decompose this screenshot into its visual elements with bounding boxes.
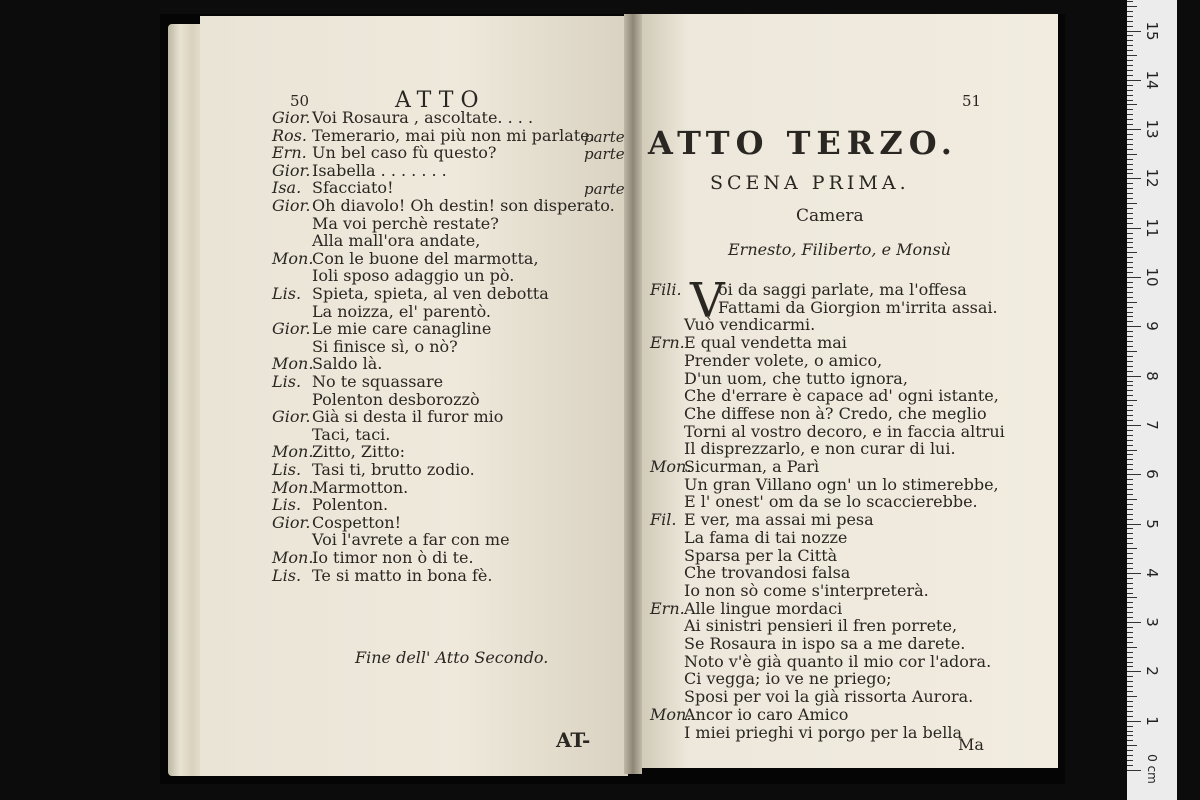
ruler-tick — [1127, 469, 1133, 470]
verse-line: Ioli sposo adaggio un pò. — [312, 266, 515, 286]
ruler-tick — [1127, 538, 1133, 539]
ruler-tick — [1127, 430, 1133, 431]
right-page-number: 51 — [962, 92, 982, 110]
end-of-act-note: Fine dell' Atto Secondo. — [355, 648, 549, 667]
verse-line: Temerario, mai più non mi parlate. — [312, 125, 595, 145]
stage-direction: parte — [584, 145, 625, 164]
ruler-tick — [1127, 760, 1133, 761]
ruler-tick — [1127, 528, 1133, 529]
verse-line: Ci vegga; io ve ne priego; — [684, 669, 892, 689]
ruler-tick — [1127, 691, 1133, 692]
ruler-tick — [1127, 701, 1133, 702]
ruler-number: 3 — [1143, 617, 1161, 627]
ruler-tick — [1127, 26, 1133, 27]
ruler-tick — [1127, 593, 1133, 594]
verse-line: E ver, ma assai mi pesa — [684, 510, 874, 530]
verse-line: E l' onest' om da se lo scaccierebbe. — [684, 492, 978, 512]
ruler-number: 2 — [1143, 666, 1161, 677]
stage-direction: parte — [584, 127, 625, 146]
ruler-tick — [1127, 415, 1133, 416]
ruler-tick — [1127, 203, 1137, 204]
verse-line: Se Rosaura in ispo sa a me darete. — [684, 634, 966, 653]
ruler-tick — [1127, 169, 1133, 170]
ruler-tick — [1127, 238, 1133, 239]
ruler-tick — [1127, 558, 1133, 559]
ruler-tick — [1127, 597, 1137, 598]
ruler-tick — [1127, 489, 1133, 490]
left-catchword: AT- — [556, 728, 591, 752]
ruler-tick — [1127, 484, 1133, 485]
ruler-tick — [1127, 228, 1141, 229]
ruler-tick — [1127, 351, 1137, 352]
speaker-label: Gior. — [272, 196, 311, 215]
verse-line: Che d'errare è capace ad' ogni istante, — [684, 386, 999, 406]
ruler-tick — [1127, 420, 1133, 421]
ruler-tick — [1127, 657, 1133, 658]
ruler-tick — [1127, 385, 1133, 386]
speaker-label: Lis. — [272, 372, 302, 391]
ruler-tick — [1127, 395, 1133, 396]
ruler-tick — [1127, 341, 1133, 342]
left-running-head: ATTO — [395, 88, 486, 113]
ruler-tick — [1127, 454, 1133, 455]
ruler-tick — [1127, 144, 1133, 145]
ruler-tick — [1127, 316, 1133, 317]
ruler-tick — [1127, 31, 1141, 32]
ruler-tick — [1127, 671, 1141, 672]
ruler-tick — [1127, 154, 1137, 155]
ruler-tick — [1127, 267, 1133, 268]
ruler-tick — [1127, 183, 1133, 184]
ruler-tick — [1127, 252, 1137, 253]
ruler-tick — [1127, 139, 1133, 140]
ruler-tick — [1127, 588, 1133, 589]
ruler-tick — [1127, 124, 1133, 125]
ruler-tick — [1127, 95, 1133, 96]
ruler-tick — [1127, 134, 1133, 135]
verse-line: Polenton desborozzò — [312, 389, 480, 409]
ruler-tick — [1127, 440, 1133, 441]
verse-line: Un gran Villano ogn' un lo stimerebbe, — [684, 474, 999, 494]
speaker-label: Gior. — [272, 108, 311, 127]
ruler-tick — [1127, 114, 1133, 115]
ruler-tick — [1127, 223, 1133, 224]
ruler-tick — [1127, 637, 1133, 638]
ruler-number: 12 — [1143, 168, 1161, 188]
ruler-tick — [1127, 188, 1133, 189]
ruler-tick — [1127, 90, 1133, 91]
ruler-tick — [1127, 331, 1133, 332]
speaker-label: Gior. — [272, 160, 311, 180]
ruler-tick — [1127, 666, 1133, 667]
verse-line: Tasi ti, brutto zodio. — [312, 460, 475, 479]
verse-line: Fattami da Giorgion m'irrita assai. — [718, 297, 998, 317]
ruler-tick — [1127, 376, 1141, 377]
ruler-tick — [1127, 494, 1133, 495]
ruler-number: 4 — [1143, 568, 1161, 578]
ruler-tick — [1127, 681, 1133, 682]
ruler-tick — [1127, 563, 1133, 564]
ruler-tick — [1127, 242, 1133, 243]
ruler-tick — [1127, 390, 1133, 391]
verse-line: Alla mall'ora andate, — [312, 231, 481, 251]
verse-line: Sfacciato! — [312, 178, 394, 198]
verse-line: Noto v'è già quanto il mio cor l'adora. — [684, 651, 992, 671]
ruler-tick — [1127, 257, 1133, 258]
ruler-tick — [1127, 381, 1133, 382]
ruler-tick — [1127, 612, 1133, 613]
speaker-label: Ern. — [272, 143, 307, 163]
ruler-tick — [1127, 474, 1141, 475]
stage-direction: parte — [584, 180, 625, 199]
speaker-label: Mon. — [272, 548, 314, 567]
ruler-tick — [1127, 233, 1133, 234]
speaker-label: Isa. — [272, 178, 302, 198]
ruler-tick — [1127, 464, 1133, 465]
ruler-tick — [1127, 745, 1137, 746]
ruler-number: 13 — [1143, 119, 1161, 139]
ruler-tick — [1127, 435, 1133, 436]
ruler-tick — [1127, 159, 1133, 160]
ruler-tick — [1127, 109, 1133, 110]
ruler-tick — [1127, 721, 1141, 722]
ruler-tick — [1127, 307, 1133, 308]
verse-line: Taci, taci. — [312, 424, 391, 444]
ruler-tick — [1127, 548, 1137, 549]
ruler-tick — [1127, 450, 1137, 451]
ruler-tick — [1127, 543, 1133, 544]
ruler-tick — [1127, 400, 1137, 401]
ruler-tick — [1127, 50, 1133, 51]
ruler-tick — [1127, 711, 1133, 712]
ruler-tick — [1127, 647, 1137, 648]
ruler-tick — [1127, 652, 1133, 653]
verse-line: oi da saggi parlate, ma l'offesa — [718, 280, 967, 299]
act-title: ATTO TERZO. — [648, 124, 958, 162]
drop-cap: V — [690, 273, 725, 329]
speaker-label: Gior. — [272, 319, 311, 339]
ruler-number: 6 — [1143, 469, 1161, 479]
ruler-tick — [1127, 277, 1141, 278]
ruler-tick — [1127, 129, 1141, 130]
ruler-tick — [1127, 326, 1141, 327]
ruler-tick — [1127, 617, 1133, 618]
verse-line: E qual vendetta mai — [684, 333, 847, 353]
speaker-label: Lis. — [272, 495, 302, 515]
verse-line: Sposi per voi la già rissorta Aurora. — [684, 687, 974, 707]
scene-setting: Camera — [796, 206, 864, 226]
ruler-tick — [1127, 731, 1133, 732]
ruler-tick — [1127, 45, 1133, 46]
verse-line: Spieta, spieta, al ven debotta — [312, 284, 549, 303]
ruler-tick — [1127, 509, 1133, 510]
ruler-tick — [1127, 149, 1133, 150]
verse-line: Con le buone del marmotta, — [312, 248, 539, 268]
ruler-tick — [1127, 21, 1133, 22]
ruler-tick — [1127, 336, 1133, 337]
ruler-tick — [1127, 272, 1133, 273]
speaker-label: Fili. — [650, 280, 682, 299]
ruler-tick — [1127, 740, 1133, 741]
ruler-tick — [1127, 361, 1133, 362]
ruler-tick — [1127, 292, 1133, 293]
ruler-tick — [1127, 750, 1133, 751]
verse-line: Cospetton! — [312, 512, 402, 532]
ruler-number: 0 cm — [1145, 754, 1159, 784]
verse-line: Isabella . . . . . . . — [312, 160, 447, 180]
ruler-tick — [1127, 80, 1141, 81]
ruler-number: 1 — [1143, 715, 1161, 726]
ruler-tick — [1127, 765, 1133, 766]
verse-line: Si finisce sì, o nò? — [312, 336, 458, 356]
speaker-label: Ern. — [650, 333, 685, 353]
ruler-tick — [1127, 11, 1133, 12]
measurement-ruler — [1127, 0, 1177, 800]
verse-line: Zitto, Zitto: — [312, 442, 406, 462]
speaker-label: Lis. — [272, 284, 302, 303]
ruler-tick — [1127, 514, 1133, 515]
speaker-label: Mon. — [650, 704, 692, 724]
verse-line: D'un uom, che tutto ignora, — [684, 368, 908, 388]
ruler-tick — [1127, 524, 1141, 525]
ruler-tick — [1127, 770, 1141, 771]
ruler-tick — [1127, 371, 1133, 372]
ruler-tick — [1127, 218, 1133, 219]
ruler-tick — [1127, 755, 1133, 756]
ruler-tick — [1127, 662, 1133, 663]
ruler-tick — [1127, 60, 1133, 61]
scene-cast: Ernesto, Filiberto, e Monsù — [728, 240, 951, 259]
verse-line: Ai sinistri pensieri il fren porrete, — [684, 616, 958, 636]
ruler-tick — [1127, 627, 1133, 628]
ruler-tick — [1127, 35, 1133, 36]
ruler-tick — [1127, 65, 1133, 66]
verse-line: Ancor io caro Amico — [684, 704, 849, 724]
speaker-label: Mon. — [650, 457, 692, 476]
verse-line: Vuò vendicarmi. — [684, 315, 816, 335]
ruler-tick — [1127, 6, 1137, 7]
ruler-tick — [1127, 262, 1133, 263]
ruler-tick — [1127, 583, 1133, 584]
verse-line: Voi l'avrete a far con me — [312, 530, 510, 550]
ruler-tick — [1127, 706, 1133, 707]
speaker-label: Ros. — [272, 125, 307, 145]
ruler-number: 9 — [1143, 321, 1161, 332]
ruler-tick — [1127, 366, 1133, 367]
ruler-tick — [1127, 686, 1133, 687]
ruler-tick — [1127, 302, 1137, 303]
ruler-number: 7 — [1143, 420, 1161, 430]
ruler-tick — [1127, 356, 1133, 357]
ruler-tick — [1127, 676, 1133, 677]
speaker-label: Mon. — [272, 442, 314, 462]
ruler-tick — [1127, 479, 1133, 480]
verse-line: Io non sò come s'interpreterà. — [684, 580, 929, 600]
verse-line: Sparsa per la Città — [684, 545, 838, 565]
verse-line: Che trovandosi falsa — [684, 563, 851, 583]
ruler-tick — [1127, 346, 1133, 347]
ruler-tick — [1127, 213, 1133, 214]
book-gutter — [624, 14, 642, 774]
verse-line: Già si desta il furor mio — [312, 407, 504, 427]
verse-line: Torni al vostro decoro, e in faccia altrui — [684, 421, 1005, 441]
ruler-tick — [1127, 726, 1133, 727]
ruler-number: 10 — [1143, 267, 1161, 287]
ruler-tick — [1127, 459, 1133, 460]
ruler-tick — [1127, 519, 1133, 520]
verse-line: Ma voi perchè restate? — [312, 213, 499, 233]
ruler-tick — [1127, 312, 1133, 313]
ruler-tick — [1127, 622, 1141, 623]
right-catchword: Ma — [958, 735, 984, 754]
scene-title: SCENA PRIMA. — [710, 172, 910, 194]
ruler-number: 8 — [1143, 370, 1161, 381]
ruler-tick — [1127, 410, 1133, 411]
verse-line: Alle lingue mordaci — [684, 598, 843, 618]
ruler-tick — [1127, 164, 1133, 165]
ruler-tick — [1127, 499, 1137, 500]
ruler-number: 14 — [1143, 70, 1161, 90]
speaker-label: Mon. — [272, 248, 314, 268]
verse-line: Saldo là. — [312, 354, 383, 374]
verse-line: La fama di tai nozze — [684, 527, 848, 547]
ruler-tick — [1127, 602, 1133, 603]
ruler-tick — [1127, 504, 1133, 505]
ruler-tick — [1127, 297, 1133, 298]
verse-line: Che diffese non à? Credo, che meglio — [684, 403, 987, 423]
speaker-label: Mon. — [272, 354, 314, 374]
ruler-tick — [1127, 100, 1133, 101]
verse-line: Le mie care canagline — [312, 319, 492, 339]
ruler-tick — [1127, 642, 1133, 643]
ruler-tick — [1127, 55, 1137, 56]
verse-line: Il disprezzarlo, e non curar di lui. — [684, 439, 956, 459]
ruler-number: 11 — [1143, 218, 1161, 238]
ruler-number: 15 — [1143, 20, 1161, 41]
speaker-label: Gior. — [272, 512, 311, 532]
ruler-tick — [1127, 247, 1133, 248]
ruler-tick — [1127, 568, 1133, 569]
ruler-tick — [1127, 70, 1133, 71]
verse-line: Io timor non ò di te. — [312, 548, 474, 567]
ruler-tick — [1127, 208, 1133, 209]
ruler-tick — [1127, 321, 1133, 322]
speaker-label: Mon. — [272, 477, 314, 497]
ruler-tick — [1127, 198, 1133, 199]
speaker-label: Fil. — [650, 510, 677, 530]
ruler-tick — [1127, 553, 1133, 554]
ruler-tick — [1127, 85, 1133, 86]
ruler-tick — [1127, 104, 1137, 105]
ruler-tick — [1127, 16, 1133, 17]
ruler-number: 5 — [1143, 518, 1161, 529]
verse-line: Voi Rosaura , ascoltate. . . . — [312, 108, 534, 127]
ruler-tick — [1127, 445, 1133, 446]
speaker-label: Lis. — [272, 565, 302, 585]
speaker-label: Gior. — [272, 407, 311, 427]
ruler-tick — [1127, 75, 1133, 76]
verse-line: La noizza, el' parentò. — [312, 301, 492, 321]
left-page-number: 50 — [290, 92, 310, 110]
ruler-tick — [1127, 193, 1133, 194]
ruler-tick — [1127, 405, 1133, 406]
speaker-label: Lis. — [272, 460, 302, 479]
verse-line: Oh diavolo! Oh destin! son disperato. — [312, 196, 615, 215]
verse-line: No te squassare — [312, 372, 444, 391]
ruler-tick — [1127, 287, 1133, 288]
ruler-tick — [1127, 696, 1137, 697]
ruler-tick — [1127, 173, 1133, 174]
ruler-tick — [1127, 607, 1133, 608]
ruler-tick — [1127, 578, 1133, 579]
ruler-tick — [1127, 632, 1133, 633]
ruler-tick — [1127, 425, 1141, 426]
ruler-tick — [1127, 1, 1133, 2]
ruler-tick — [1127, 533, 1133, 534]
ruler-tick — [1127, 119, 1133, 120]
verse-line: Prender volete, o amico, — [684, 350, 883, 370]
ruler-tick — [1127, 282, 1133, 283]
verse-line: Marmotton. — [312, 477, 409, 497]
ruler-tick — [1127, 735, 1133, 736]
ruler-tick — [1127, 178, 1141, 179]
verse-line: I miei prieghi vi porgo per la bella — [684, 722, 962, 742]
verse-line: Sicurman, a Parì — [684, 457, 820, 476]
ruler-tick — [1127, 573, 1141, 574]
verse-line: Polenton. — [312, 495, 389, 515]
speaker-label: Ern. — [650, 598, 685, 618]
verse-line: Te si matto in bona fè. — [312, 565, 493, 585]
verse-line: Un bel caso fù questo? — [312, 143, 497, 163]
ruler-tick — [1127, 40, 1133, 41]
ruler-tick — [1127, 716, 1133, 717]
